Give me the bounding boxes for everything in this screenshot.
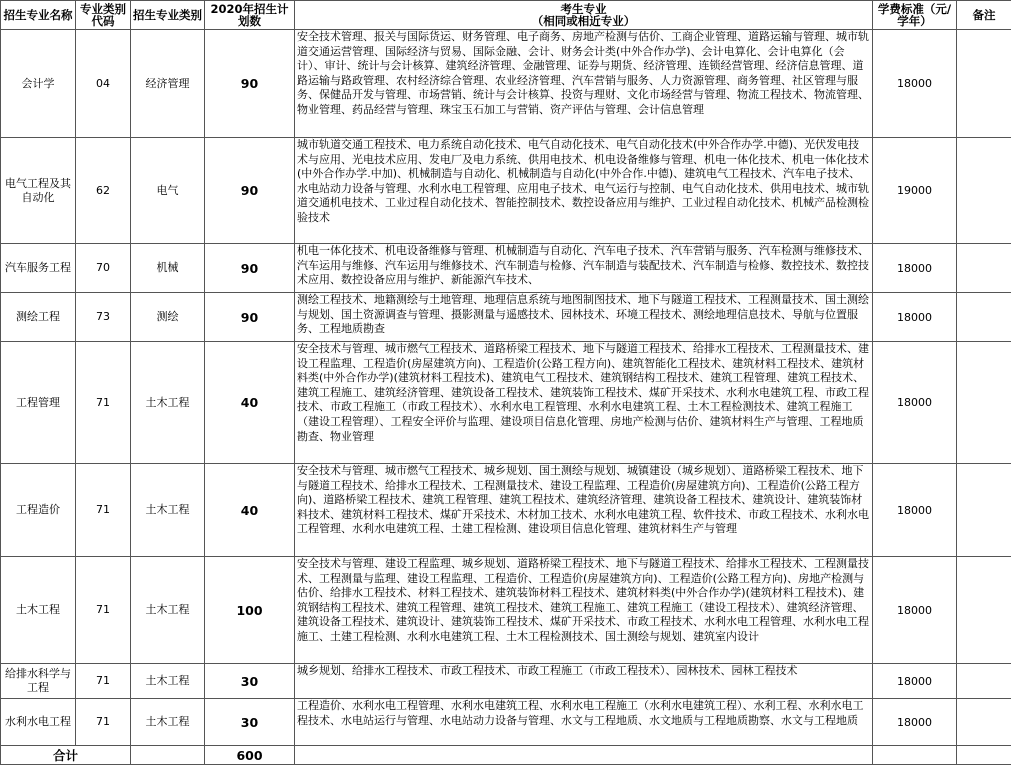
table-row xyxy=(1,138,1011,244)
category-cell: 土木工程 xyxy=(131,464,205,557)
header-exam-major-note: （相同或相近专业） xyxy=(531,14,636,28)
category-code-cell: 73 xyxy=(76,293,131,342)
major-name-cell: 会计学 xyxy=(1,30,76,138)
table-row xyxy=(1,699,1011,746)
header-category: 招生专业类别 xyxy=(131,1,205,30)
remarks-cell xyxy=(957,464,1011,557)
category-code-cell: 71 xyxy=(76,664,131,699)
tuition-cell: 18000 xyxy=(873,557,957,664)
header-exam-major-title: 考生专业 xyxy=(560,2,607,16)
table-row xyxy=(1,557,1011,664)
header-tuition: 学费标准（元/学年） xyxy=(873,1,957,30)
remarks-cell xyxy=(957,664,1011,699)
exam-majors-cell: 安全技术与管理、城市燃气工程技术、道路桥梁工程技术、地下与隧道工程技术、给排水工程技术、工程测量技术、建设工程监理、工程造价(房屋建筑方向)、工程造价(公路工程方向)、建筑智能化工程技术、建筑材料工程技术、建筑材料类(中外合作办学)(建筑材料工程技术)、建筑电气工程技术、建筑钢结构工程技术、建筑工程管理、建筑工程技术、建筑工程施工、建筑经济管理、建筑设备工程技术、建筑装饰工程技术、煤矿开采技术、水利水电建筑工程、市政工程技术、市政工程施工（市政工程技术）、水利水电工程管理、水利水电建筑工程、土木工程检测技术、建筑工程施工（建设工程管理）、工程安全评价与监理、建设项目信息化管理、房地产检测与估价、建筑材料生产与管理、工程地质勘查、物业管理 xyxy=(295,342,873,464)
table-row xyxy=(1,464,1011,557)
tuition-cell: 18000 xyxy=(873,30,957,138)
total-value: 600 xyxy=(205,746,295,765)
plan-cell: 90 xyxy=(205,244,295,293)
category-code-cell: 71 xyxy=(76,699,131,746)
plan-cell: 90 xyxy=(205,30,295,138)
major-name-cell: 汽车服务工程 xyxy=(1,244,76,293)
exam-majors-cell: 城市轨道交通工程技术、电力系统自动化技术、电气自动化技术、电气自动化技术(中外合作办学.中德)、光伏发电技术与应用、光电技术应用、发电厂及电力系统、供用电技术、机电设备维修与管理、机电一体化技术、机电一体化技术(中外合作办学.中加)、机械制造与自动化、机械制造与自动化(中外合作.中德)、建筑电气工程技术、汽车电子技术、水电站动力设备与管理、水利水电工程管理、应用电子技术、电气运行与控制、电气自动化技术、供用电技术、城市轨道交通机电技术、工业过程自动化技术、智能控制技术、数控设备应用与维护、工业过程自动化技术、机械产品检测检验技术 xyxy=(295,138,873,244)
category-cell: 土木工程 xyxy=(131,664,205,699)
major-name-cell: 给排水科学与工程 xyxy=(1,664,76,699)
category-code-cell: 71 xyxy=(76,557,131,664)
tuition-cell: 18000 xyxy=(873,464,957,557)
exam-majors-cell: 安全技术管理、报关与国际货运、财务管理、电子商务、房地产检测与估价、工商企业管理、道路运输与管理、城市轨道交通运营管理、国际经济与贸易、国际金融、会计、财务会计类(中外合作办学)、会计电算化、会计电算化（会计）、审计、统计与会计核算、建筑经济管理、金融管理、证券与期货、经济管理、连锁经营管理、经济信息管理、道路运输与路政管理、农村经济综合管理、农业经济管理、汽车营销与服务、人力资源管理、商务管理、社区管理与服务、保健品开发与管理、市场营销、统计与会计核算、投资与理财、文化市场经营与管理、物流工程技术、物流管理、物业管理、药品经营与管理、珠宝玉石加工与营销、资产评估与管理、会计信息管理 xyxy=(295,30,873,138)
tuition-cell: 18000 xyxy=(873,342,957,464)
header-exam-major xyxy=(295,1,873,30)
plan-cell: 90 xyxy=(205,293,295,342)
category-code-cell: 70 xyxy=(76,244,131,293)
total-empty-cell xyxy=(957,746,1011,765)
tuition-cell: 18000 xyxy=(873,664,957,699)
tuition-cell: 18000 xyxy=(873,699,957,746)
major-name-cell: 水利水电工程 xyxy=(1,699,76,746)
remarks-cell xyxy=(957,293,1011,342)
plan-cell: 100 xyxy=(205,557,295,664)
header-major-name: 招生专业名称 xyxy=(1,1,76,30)
remarks-cell xyxy=(957,342,1011,464)
category-cell: 土木工程 xyxy=(131,557,205,664)
category-cell: 土木工程 xyxy=(131,342,205,464)
exam-majors-cell: 工程造价、水利水电工程管理、水利水电建筑工程、水利水电工程施工（水利水电建筑工程）、水利工程、水利水电工程技术、水电站运行与管理、水电站动力设备与管理、水文与工程地质、水文地质与工程地质勘察、水文与工程地质 xyxy=(295,699,873,746)
plan-cell: 30 xyxy=(205,664,295,699)
remarks-cell xyxy=(957,557,1011,664)
remarks-cell xyxy=(957,244,1011,293)
plan-cell: 40 xyxy=(205,342,295,464)
tuition-cell: 19000 xyxy=(873,138,957,244)
plan-cell: 40 xyxy=(205,464,295,557)
total-empty-cell xyxy=(873,746,957,765)
table-row xyxy=(1,664,1011,699)
category-code-cell: 62 xyxy=(76,138,131,244)
exam-majors-cell: 机电一体化技术、机电设备维修与管理、机械制造与自动化、汽车电子技术、汽车营销与服务、汽车检测与维修技术、汽车运用与维修、汽车运用与维修技术、汽车制造与检修、汽车制造与装配技术、汽车制造与检修、数控技术、数控技术应用、数控设备应用与维护、新能源汽车技术、 xyxy=(295,244,873,293)
total-row xyxy=(1,746,1011,765)
exam-majors-cell: 测绘工程技术、地籍测绘与土地管理、地理信息系统与地图制图技术、地下与隧道工程技术、工程测量技术、国土测绘与规划、国土资源调查与管理、摄影测量与遥感技术、园林技术、环境工程技术、测绘地理信息技术、导航与位置服务、工程地质勘查 xyxy=(295,293,873,342)
category-cell: 测绘 xyxy=(131,293,205,342)
header-remarks: 备注 xyxy=(957,1,1011,30)
plan-cell: 90 xyxy=(205,138,295,244)
category-cell: 经济管理 xyxy=(131,30,205,138)
tuition-cell: 18000 xyxy=(873,293,957,342)
remarks-cell xyxy=(957,138,1011,244)
category-cell: 机械 xyxy=(131,244,205,293)
header-row xyxy=(1,1,1011,30)
table-row xyxy=(1,30,1011,138)
category-cell: 土木工程 xyxy=(131,699,205,746)
major-name-cell: 工程管理 xyxy=(1,342,76,464)
tuition-cell: 18000 xyxy=(873,244,957,293)
category-code-cell: 04 xyxy=(76,30,131,138)
total-label: 合计 xyxy=(1,746,131,765)
table-row xyxy=(1,342,1011,464)
total-empty-cell xyxy=(295,746,873,765)
remarks-cell xyxy=(957,30,1011,138)
category-cell: 电气 xyxy=(131,138,205,244)
exam-majors-cell: 城乡规划、给排水工程技术、市政工程技术、市政工程施工（市政工程技术）、园林技术、园林工程技术 xyxy=(295,664,873,699)
header-plan: 2020年招生计划数 xyxy=(205,1,295,30)
table-row xyxy=(1,244,1011,293)
major-name-cell: 土木工程 xyxy=(1,557,76,664)
major-name-cell: 电气工程及其自动化 xyxy=(1,138,76,244)
major-name-cell: 测绘工程 xyxy=(1,293,76,342)
plan-cell: 30 xyxy=(205,699,295,746)
major-name-cell: 工程造价 xyxy=(1,464,76,557)
exam-majors-cell: 安全技术与管理、城市燃气工程技术、城乡规划、国土测绘与规划、城镇建设（城乡规划）、道路桥梁工程技术、地下与隧道工程技术、给排水工程技术、工程测量技术、建设工程监理、工程造价(房屋建筑方向)、工程造价(公路工程方向)、道路桥梁工程技术、建筑工程管理、建筑工程技术、建筑经济管理、建筑设备工程技术、建筑设计、建筑装饰材料技术、建筑材料工程技术、煤矿开采技术、木材加工技术、水利水电建筑工程、软件技术、市政工程技术、水利水电工程管理、水利水电建筑工程、土建工程检测、建设项目信息化管理、建筑材料生产与管理 xyxy=(295,464,873,557)
remarks-cell xyxy=(957,699,1011,746)
header-category-code: 专业类别代码 xyxy=(76,1,131,30)
category-code-cell: 71 xyxy=(76,342,131,464)
total-empty-cell xyxy=(131,746,205,765)
category-code-cell: 71 xyxy=(76,464,131,557)
exam-majors-cell: 安全技术与管理、建设工程监理、城乡规划、道路桥梁工程技术、地下与隧道工程技术、给排水工程技术、工程测量技术、工程测量与监理、建设工程监理、工程造价、工程造价(房屋建筑方向)、工程造价(公路工程方向)、房地产检测与估价、给排水工程技术、材料工程技术、建筑装饰材料工程技术、建筑材料类(中外合作办学)(建筑材料工程技术)、建筑钢结构工程技术、建筑工程管理、建筑工程技术、建筑工程施工、建筑工程施工（建设工程技术）、建筑经济管理、建筑设备工程技术、建筑设计、建筑装饰工程技术、煤矿开采技术、市政工程技术、水利水电工程管理、水利水电工程施工、土建工程检测、水利水电建筑工程、土木工程检测技术、国土测绘与规划、建筑室内设计 xyxy=(295,557,873,664)
table-row xyxy=(1,293,1011,342)
